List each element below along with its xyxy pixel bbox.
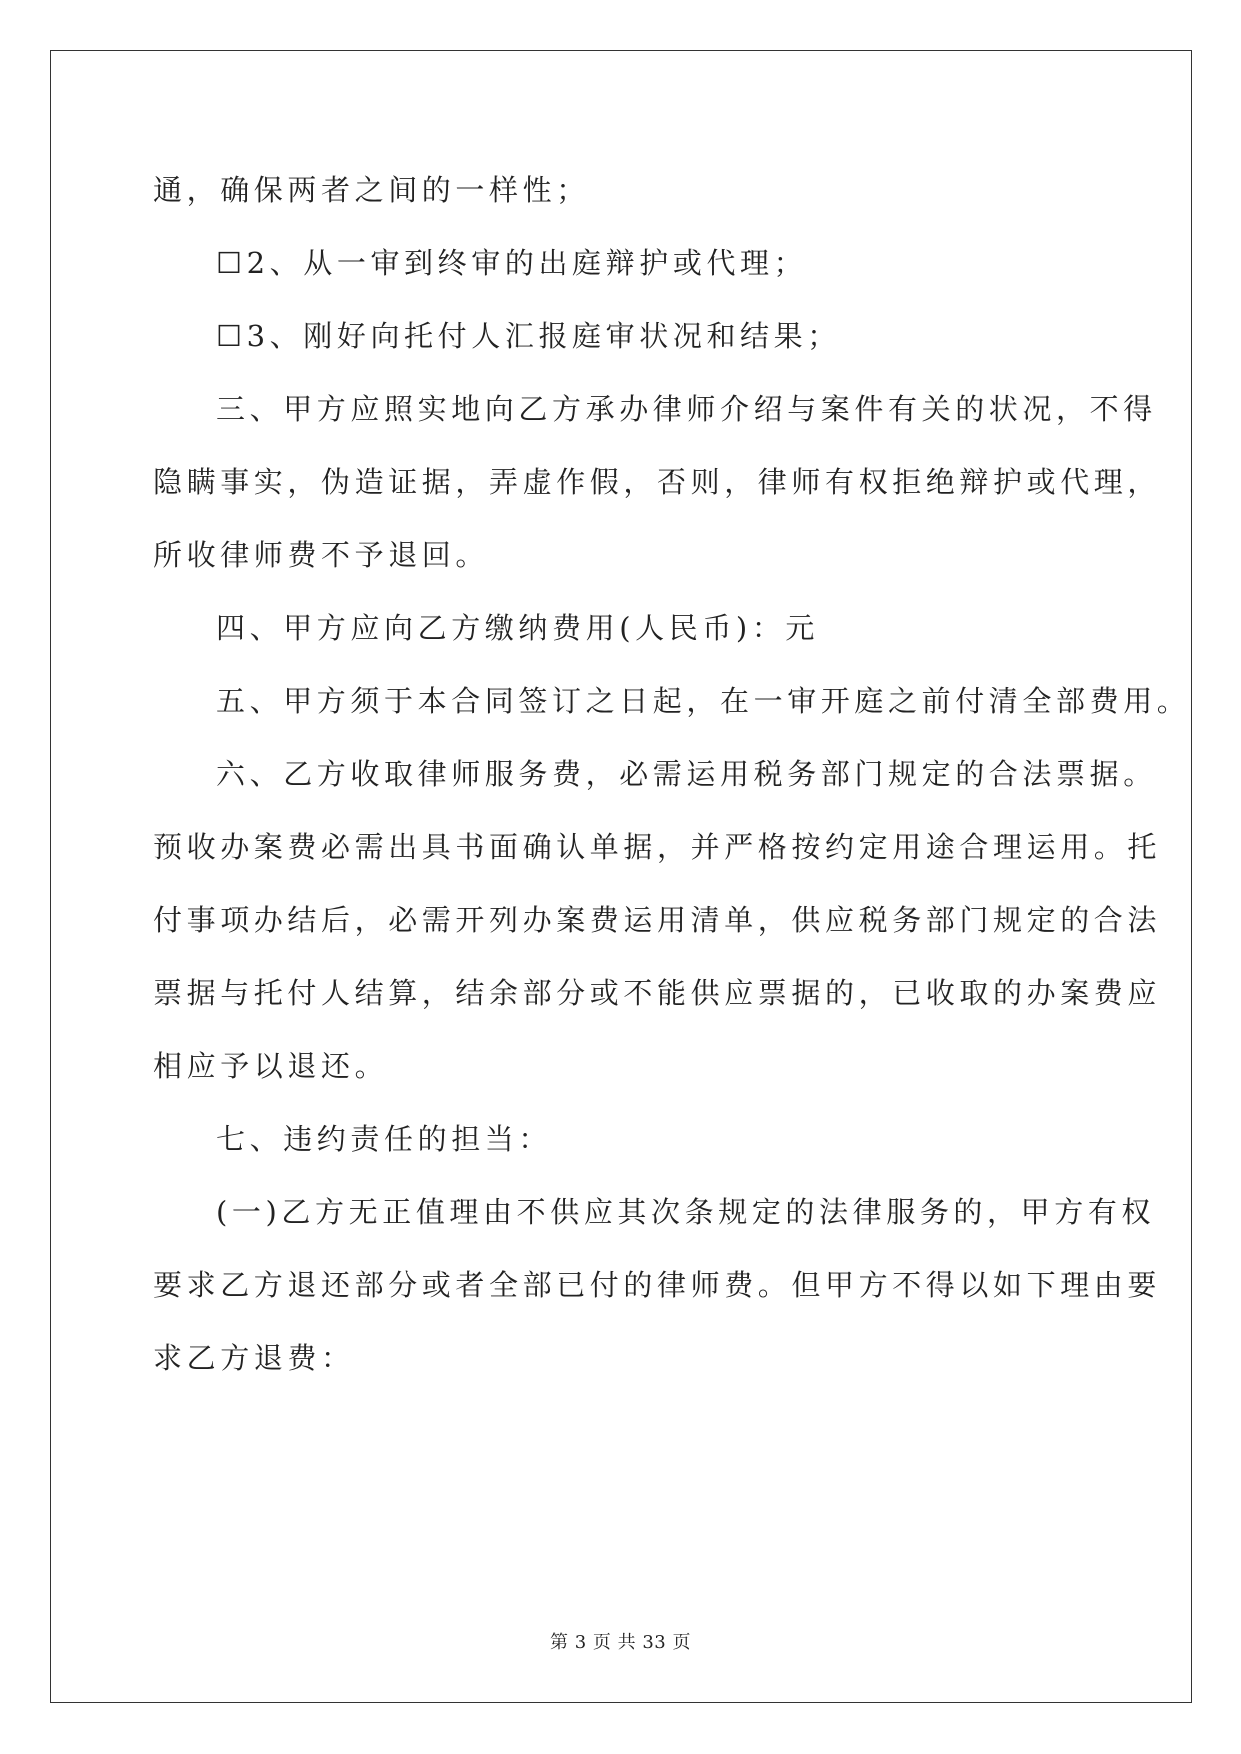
page-number-footer: 第 3 页 共 33 页 [550,1632,691,1653]
text-line: 三、甲方应照实地向乙方承办律师介绍与案件有关的状况，不得 [216,392,1157,426]
text-line: 六、乙方收取律师服务费，必需运用税务部门规定的合法票据。 [216,757,1157,791]
text-line: 预收办案费必需出具书面确认单据，并严格按约定用途合理运用。托 [153,830,1162,864]
text-line: 相应予以退还。 [153,1049,389,1083]
text-line: (一)乙方无正值理由不供应其次条规定的法律服务的，甲方有权 [216,1195,1156,1229]
text-line: 所收律师费不予退回。 [153,538,490,572]
text-line: 五、甲方须于本合同签订之日起，在一审开庭之前付清全部费用。 [216,684,1191,718]
text-line: ☐2、从一审到终审的出庭辩护或代理； [216,246,808,280]
text-line: 隐瞒事实，伪造证据，弄虚作假，否则，律师有权拒绝辩护或代理， [153,465,1162,499]
text-line: 票据与托付人结算，结余部分或不能供应票据的，已收取的办案费应 [153,976,1162,1010]
page-frame [50,50,1192,1703]
text-line: 四、甲方应向乙方缴纳费用(人民币)：元 [216,611,820,645]
text-line: 要求乙方退还部分或者全部已付的律师费。但甲方不得以如下理由要 [153,1268,1162,1302]
text-line: 七、违约责任的担当： [216,1122,553,1156]
text-line: 求乙方退费： [153,1341,355,1375]
text-line: 通，确保两者之间的一样性； [153,173,590,207]
text-line: ☐3、刚好向托付人汇报庭审状况和结果； [216,319,841,353]
text-line: 付事项办结后，必需开列办案费运用清单，供应税务部门规定的合法 [153,903,1162,937]
